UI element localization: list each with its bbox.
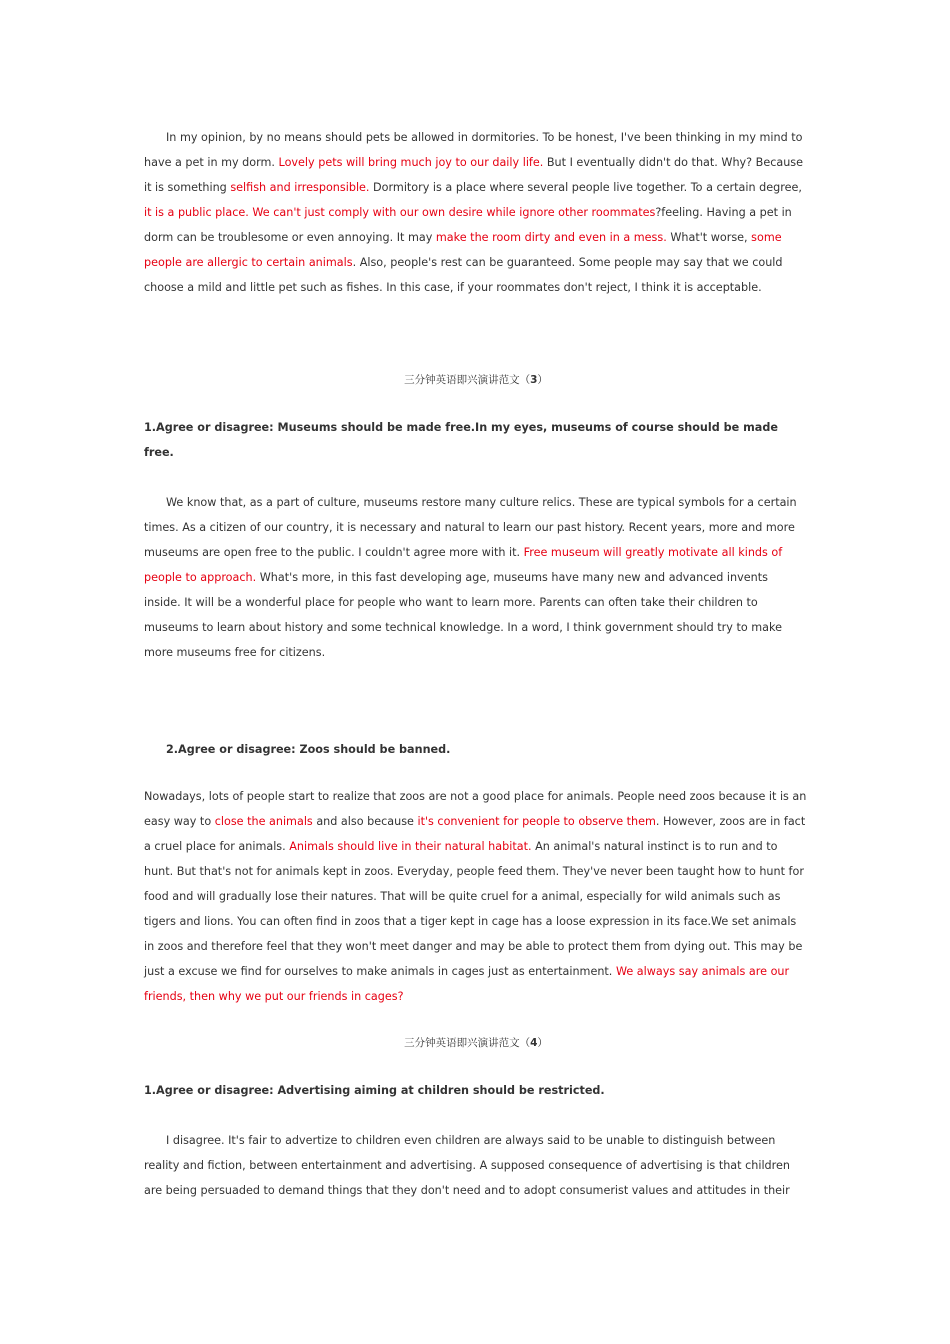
- highlight-run: some people are allergic to certain animals: [144, 231, 782, 269]
- text-run: What't worse,: [666, 231, 752, 244]
- text-run: We know that, as a part of culture, museums restore many culture relics. These are typical symbols for a certain times. As a citizen of our country, it is necessary and natural to learn our past history. Recent years, more and more museums are open free to the public. I couldn't agree more with it.: [144, 496, 797, 559]
- highlight-run: make the room dirty and even in a mess.: [435, 231, 667, 244]
- highlight-run: Lovely pets will bring much joy to our daily life.: [278, 156, 544, 169]
- heading-number: 3: [530, 374, 538, 386]
- text-run: . Also, people's rest can be guaranteed. Some people may say that we could choose a mild and little pet such as fishes. In this case, if your roommates don't reject, I think it is acceptable.: [144, 256, 783, 294]
- heading-text: 三分钟英语即兴演讲范文（: [404, 1037, 531, 1049]
- highlight-run: it is a public place. We can't just comply with our own desire while ignore other roommates: [144, 206, 656, 219]
- heading-close: ）: [537, 374, 548, 386]
- text-run: But I eventually didn't do that. Why? Because it is something: [144, 156, 804, 194]
- question-zoos: 2.Agree or disagree: Zoos should be banned.: [166, 743, 451, 756]
- text-run: Dormitory is a place where several people live together. To a certain degree,: [369, 181, 802, 194]
- highlight-run: Free museum will greatly motivate all kinds of people to approach.: [144, 546, 783, 584]
- heading-text: 三分钟英语即兴演讲范文（: [404, 374, 531, 386]
- text-run: ?feeling. Having a pet in dorm can be troublesome or even annoying. It may: [144, 206, 792, 244]
- heading-number: 4: [530, 1037, 538, 1049]
- dorm-pets-paragraph: [144, 125, 808, 300]
- highlight-run: selfish and irresponsible.: [230, 181, 370, 194]
- highlight-run: close the animals: [214, 815, 313, 828]
- zoos-paragraph: [144, 784, 808, 1009]
- text-run: . However, zoos are in fact a cruel place for animals.: [144, 815, 806, 853]
- highlight-run: We always say animals are our friends, then why we put our friends in cages?: [144, 965, 790, 1003]
- highlight-run: Animals should live in their natural habitat.: [289, 840, 532, 853]
- document-page: [144, 125, 808, 1203]
- highlight-run: it's convenient for people to observe them: [417, 815, 656, 828]
- text-run: An animal's natural instinct is to run and to hunt. But that's not for animals kept in zoos. Everyday, people feed them. They've never been taught how to hunt for food and will gradually lose their natures. That will be quite cruel for a animal, especially for wild animals such as tigers and lions. You can often find in zoos that a tiger kept in cage has a loose expression in its face.We set animals in zoos and therefore feel that they won't meet danger and may be able to protect them from dying out. This may be just a excuse we find for ourselves to make animals in cages just as entertainment.: [144, 840, 804, 978]
- section-heading-3: [144, 368, 808, 393]
- section-heading-4: [144, 1031, 808, 1056]
- text-run: Nowadays, lots of people start to realize that zoos are not a good place for animals. People need zoos because it is an easy way to: [144, 790, 807, 828]
- advertising-paragraph: I disagree. It's fair to advertize to children even children are always said to be unable to distinguish between reality and fiction, between entertainment and advertising. A supposed consequence of advertising is that children are being persuaded to demand things that they don't need and to adopt consumerist values and attitudes in their: [144, 1134, 790, 1197]
- heading-close: ）: [537, 1037, 548, 1049]
- question-museums: 1.Agree or disagree: Museums should be made free.In my eyes, museums of course should be made free.: [144, 421, 778, 459]
- museums-paragraph: [144, 490, 808, 665]
- text-run: In my opinion, by no means should pets be allowed in dormitories. To be honest, I've been thinking in my mind to have a pet in my dorm.: [144, 131, 803, 169]
- text-run: and also because: [312, 815, 418, 828]
- text-run: What's more, in this fast developing age, museums have many new and advanced invents inside. It will be a wonderful place for people who want to learn more. Parents can often take their children to museums to learn about history and some technical knowledge. In a word, I think government should try to make more museums free for citizens.: [144, 571, 782, 659]
- question-advertising: 1.Agree or disagree: Advertising aiming at children should be restricted.: [144, 1084, 605, 1097]
